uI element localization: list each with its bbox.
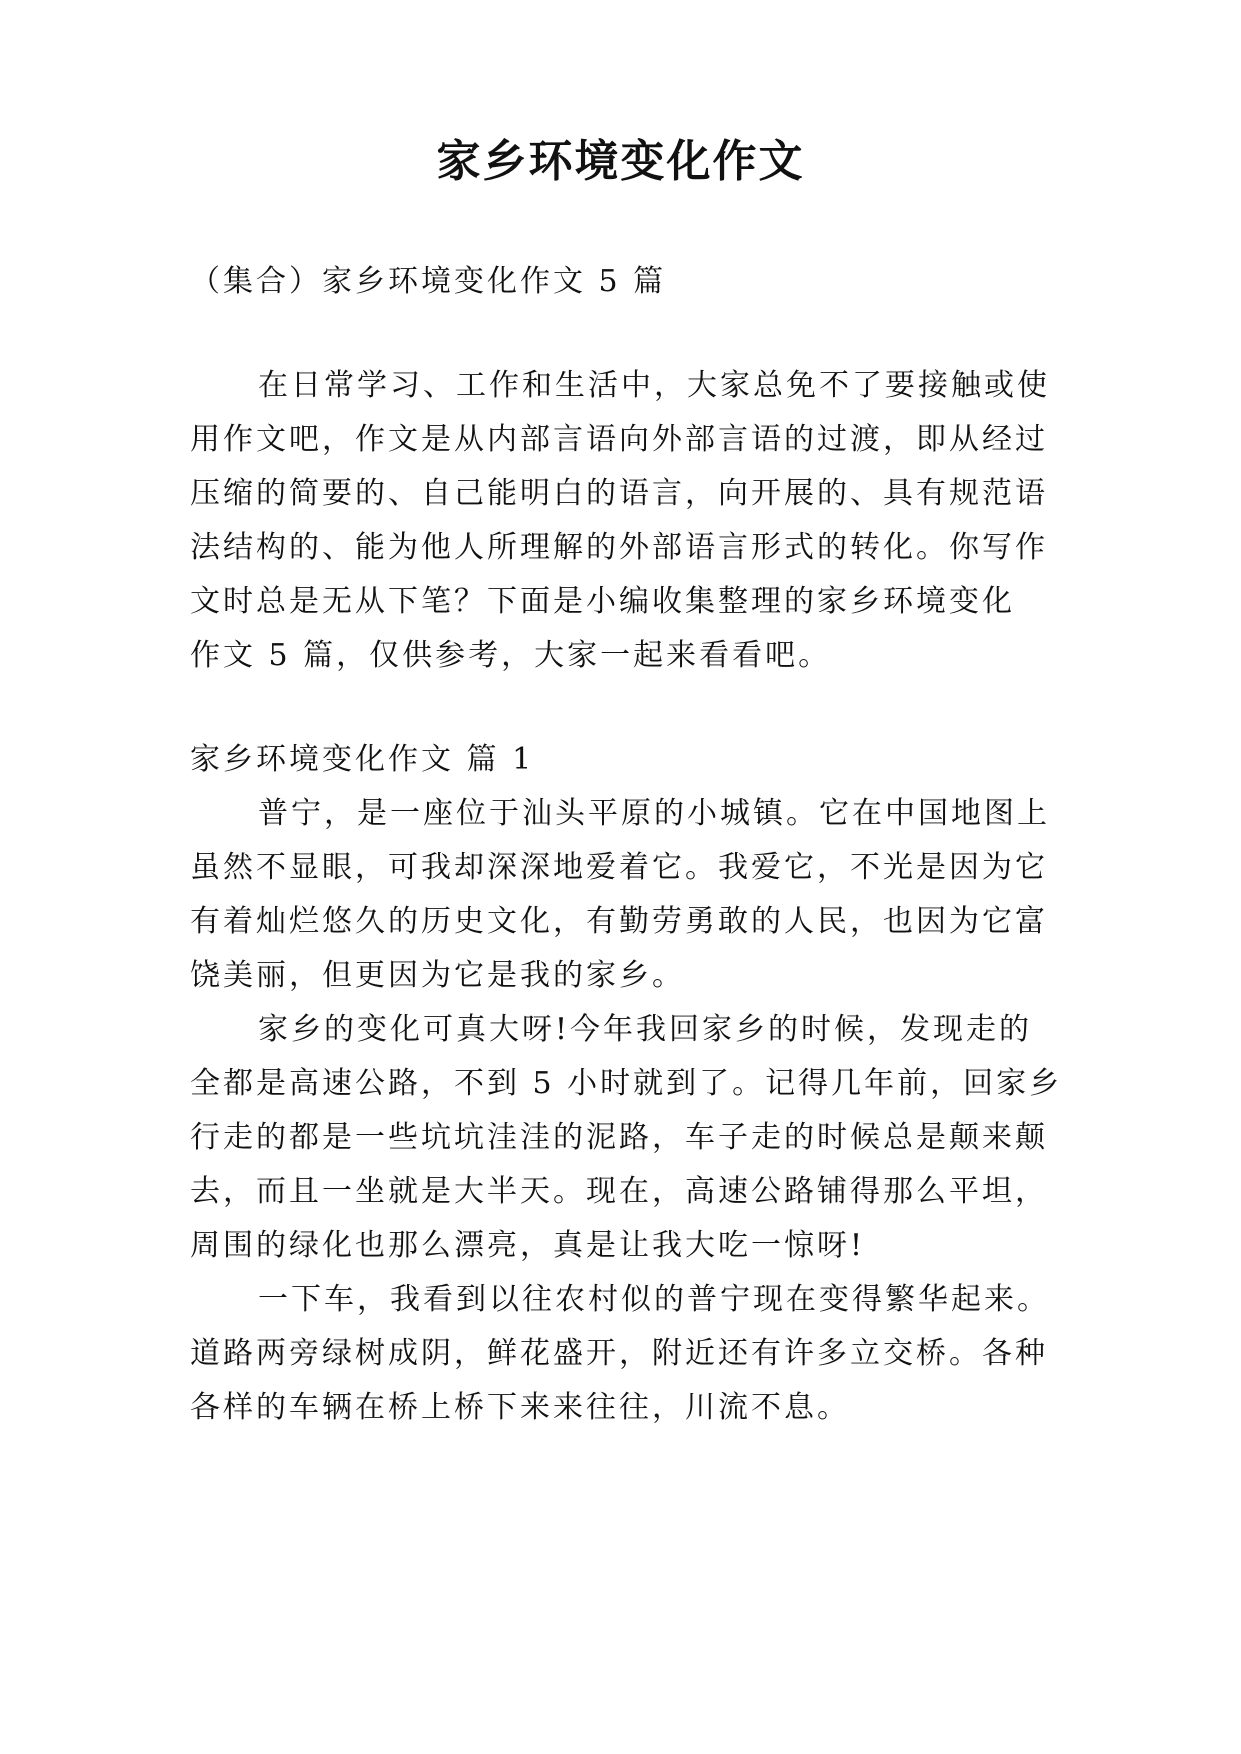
- document-title: 家乡环境变化作文: [436, 136, 805, 187]
- paragraph-line: 有着灿烂悠久的历史文化，有勤劳勇敢的人民，也因为它富: [190, 904, 1048, 939]
- intro-line: 在日常学习、工作和生活中，大家总免不了要接触或使: [258, 368, 1050, 403]
- intro-line: 法结构的、能为他人所理解的外部语言形式的转化。你写作: [190, 530, 1048, 565]
- paragraph-line: 普宁，是一座位于汕头平原的小城镇。它在中国地图上: [258, 796, 1050, 831]
- paragraph-line: 虽然不显眼，可我却深深地爱着它。我爱它，不光是因为它: [190, 850, 1048, 885]
- paragraph-line: 各样的车辆在桥上桥下来来往往，川流不息。: [190, 1390, 850, 1425]
- intro-line: 用作文吧，作文是从内部言语向外部言语的过渡，即从经过: [190, 422, 1048, 457]
- paragraph-line: 一下车，我看到以往农村似的普宁现在变得繁华起来。: [258, 1282, 1050, 1317]
- intro-line: 文时总是无从下笔？下面是小编收集整理的家乡环境变化: [190, 584, 1015, 619]
- intro-line: 作文 5 篇，仅供参考，大家一起来看看吧。: [190, 638, 832, 673]
- paragraph-line: 道路两旁绿树成阴，鲜花盛开，附近还有许多立交桥。各种: [190, 1336, 1048, 1371]
- paragraph-line: 饶美丽，但更因为它是我的家乡。: [190, 958, 685, 993]
- paragraph-line: 去，而且一坐就是大半天。现在，高速公路铺得那么平坦，: [190, 1174, 1048, 1209]
- paragraph-line: 周围的绿化也那么漂亮，真是让我大吃一惊呀!: [190, 1228, 866, 1263]
- paragraph-line: 行走的都是一些坑坑洼洼的泥路，车子走的时候总是颠来颠: [190, 1120, 1048, 1155]
- intro-line: 压缩的简要的、自己能明白的语言，向开展的、具有规范语: [190, 476, 1048, 511]
- document-subtitle: （集合）家乡环境变化作文 5 篇: [190, 264, 667, 299]
- paragraph-line: 全都是高速公路，不到 5 小时就到了。记得几年前，回家乡: [190, 1066, 1063, 1101]
- section-heading: 家乡环境变化作文 篇 1: [190, 742, 535, 777]
- paragraph-line: 家乡的变化可真大呀!今年我回家乡的时候，发现走的: [258, 1012, 1033, 1047]
